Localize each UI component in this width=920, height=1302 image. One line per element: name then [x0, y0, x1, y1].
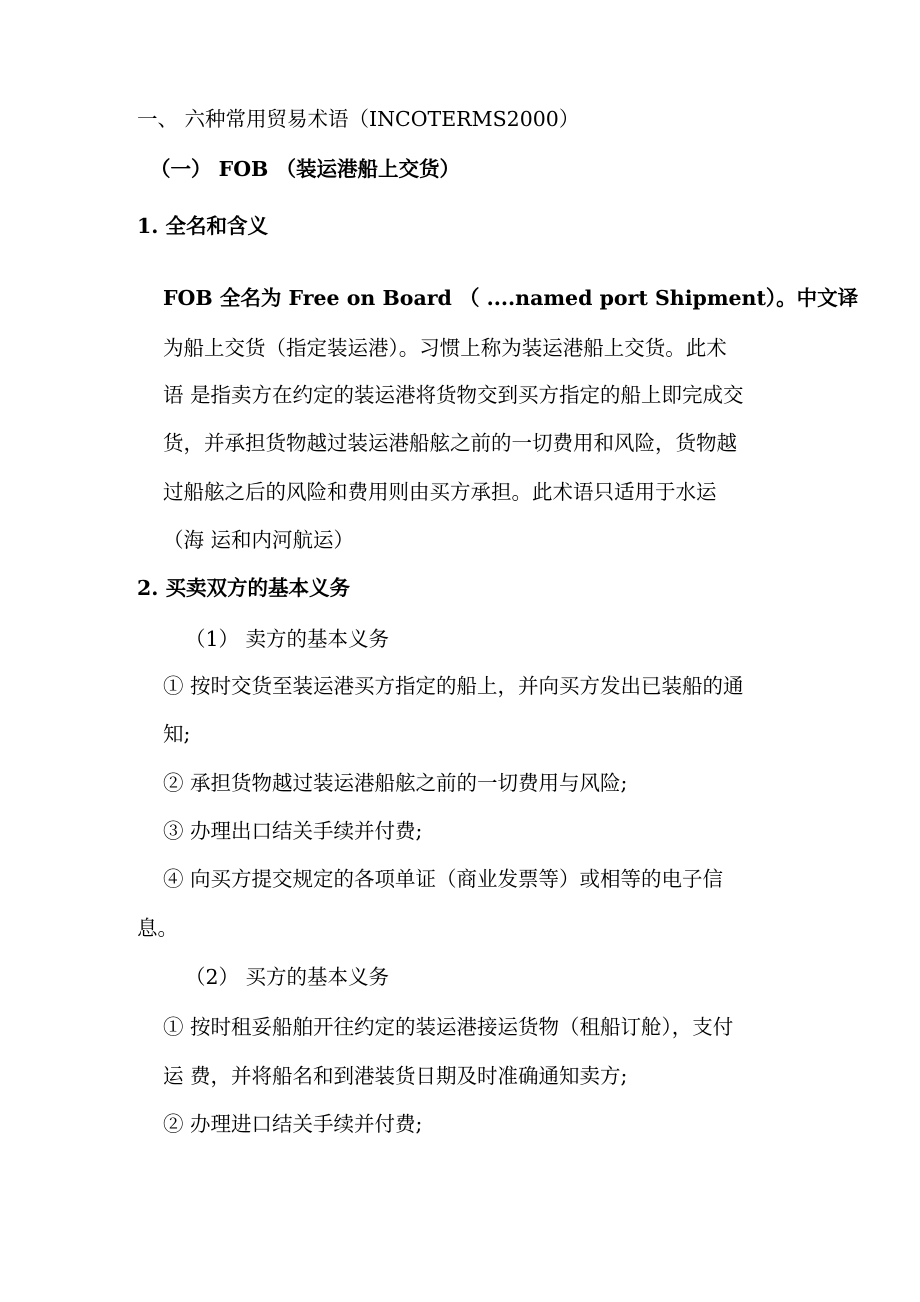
buyer-item-2: ② 办理进口结关手续并付费;: [163, 1112, 423, 1136]
seller-item-1-cont: 知;: [163, 722, 191, 746]
fob-subheading: （一） FOB （装运港船上交货）: [150, 157, 461, 181]
seller-obligations-title: （1） 卖方的基本义务: [185, 627, 390, 651]
section1-line-6: （海 运和内河航运）: [163, 528, 355, 552]
section1-line-2: 为船上交货（指定装运港）。习惯上称为装运港船上交货。此术: [163, 336, 727, 360]
buyer-item-1-cont: 运 费，并将船名和到港装货日期及时准确通知卖方;: [163, 1064, 628, 1088]
seller-item-4-cont: 息。: [137, 916, 178, 940]
section1-line-1: FOB 全名为 Free on Board （ ....named port Shipment）。中文译: [163, 286, 859, 310]
seller-item-3: ③ 办理出口结关手续并付费;: [163, 819, 423, 843]
section2-title: 2. 买卖双方的基本义务: [137, 576, 351, 600]
seller-item-4: ④ 向买方提交规定的各项单证（商业发票等）或相等的电子信: [163, 867, 724, 891]
section1-line-3: 语 是指卖方在约定的装运港将货物交到买方指定的船上即完成交: [163, 383, 744, 407]
section1-line-5: 过船舷之后的风险和费用则由买方承担。此术语只适用于水运: [163, 480, 717, 504]
buyer-item-1: ① 按时租妥船舶开往约定的装运港接运货物（租船订舱），支付: [163, 1015, 734, 1039]
section1-line-4: 货，并承担货物越过装运港船舷之前的一切费用和风险，货物越: [163, 431, 737, 455]
buyer-obligations-title: （2） 买方的基本义务: [185, 965, 390, 989]
section1-title: 1. 全名和含义: [137, 214, 269, 238]
seller-item-1: ① 按时交货至装运港买方指定的船上，并向买方发出已装船的通: [163, 674, 744, 698]
seller-item-2: ② 承担货物越过装运港船舷之前的一切费用与风险;: [163, 771, 628, 795]
document-heading: 一、 六种常用贸易术语（INCOTERMS2000）: [137, 107, 580, 131]
